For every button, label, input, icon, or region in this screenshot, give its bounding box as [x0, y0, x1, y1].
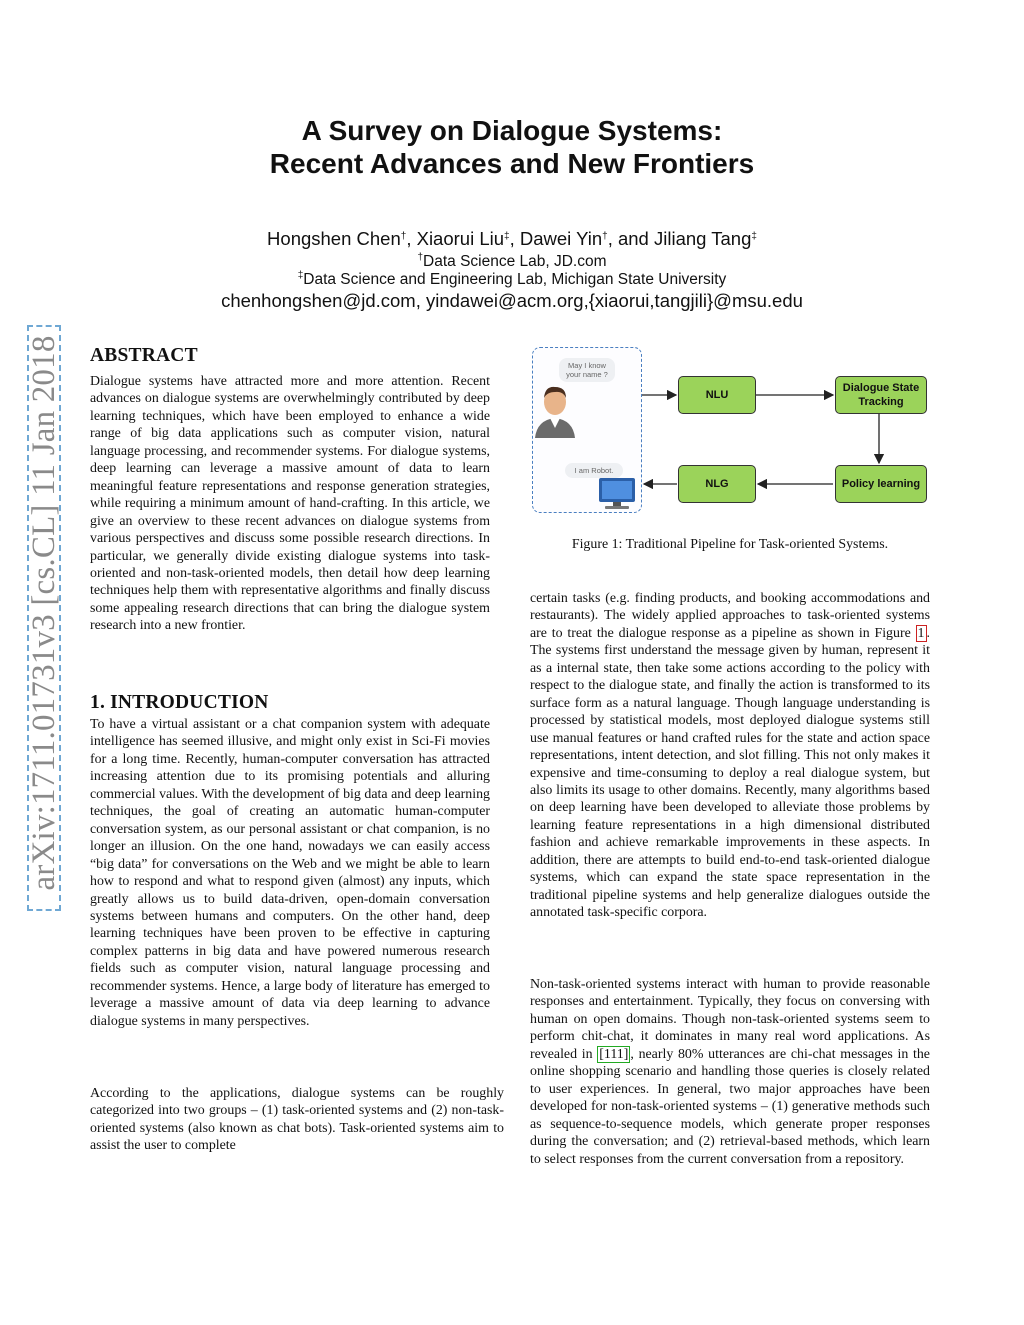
node-policy-learning: Policy learning: [835, 465, 927, 503]
paragraph-text: . The systems first understand the message given by human, represent it as a internal state, then take some actions according to the policy with respect to the dialogue state, and finally the action is transformed to its surface form as a natural language. Though language understanding is processed by statistical models, most deployed dialogue systems still use manual features or hand crafted rules for the state and action space representations, intent detection, and slot filling. This not only makes it expensive and time-consuming to deploy a real dialogue system, but also limits its usage to other domains. Recently, many algorithms based on deep learning have been developed to alleviate those problems by learning feature representations in a high dimensional distributed fashion and achieve remarkable improvements in these aspects. In addition, there are attempts to build end-to-end task-oriented dialogue systems, which can expand the state space representation in the traditional pipeline systems and help generalize dialogues outside the annotated task-specific corpora.: [530, 625, 930, 921]
right-paragraph-2: [530, 976, 930, 1168]
abstract-heading: ABSTRACT: [90, 345, 198, 366]
affiliation-mark: †: [417, 252, 424, 263]
author-name: Dawei Yin: [519, 228, 603, 249]
author-name: Xiaorui Liu: [416, 228, 505, 249]
affiliation-text: Data Science and Engineering Lab, Michigan State University: [303, 271, 727, 288]
citation-number: 111: [603, 1046, 624, 1062]
abstract-text: Dialogue systems have attracted more and more attention. Recent advances on dialogue systems are overwhelmingly contributed by deep learning techniques, which have been employed to enhance a wide range of big data applications such as computer vision, natural language processing, and recommender systems. For dialogue systems, deep learning can leverage a massive amount of data to learn meaningful feature representations and response generation strategies, while requiring a minimum amount of hand-crafting. In this article, we give an overview to these recent advances on dialogue systems from various perspectives and discuss some possible research directions. In particular, we generally divide existing dialogue systems into task-oriented and non-task-oriented models, then detail how deep learning techniques help them with representative algorithms and finally discuss some appealing research directions that can bring the dialogue system research into a new frontier.: [90, 374, 490, 634]
paper-title: [0, 114, 1024, 180]
author-mark: ‡: [751, 231, 757, 242]
figure-caption: Figure 1: Traditional Pipeline for Task-oriented Systems.: [571, 537, 889, 552]
paragraph-text: Non-task-oriented systems interact with human to provide reasonable responses and entertainment. Typically, they focus on conversing with human on open domains. Though non-task-oriented systems seem to perform chit-chat, it dominates in many real word applications. As revealed in: [530, 977, 930, 1062]
author-name: Hongshen Chen: [267, 228, 401, 249]
author-mark: †: [602, 231, 608, 242]
node-dialogue-state-tracking: Dialogue State Tracking: [835, 376, 927, 414]
paragraph-text: certain tasks (e.g. finding products, and booking accommodations and restaurants). The widely applied approaches to task-oriented systems are to treat the dialogue response as a pipeline as shown in Figure: [530, 591, 930, 641]
author-mark: ‡: [504, 231, 510, 242]
right-paragraph-1: [530, 590, 930, 922]
author-separator: ,: [406, 228, 417, 249]
robot-speech-bubble: I am Robot.: [565, 463, 623, 478]
introduction-paragraph-1: To have a virtual assistant or a chat companion system with adequate intelligence has seemed illusive, and might only exist in Sci-Fi movies for a long time. Recently, human-computer conversation has attracted increasing attention due to its promising potentials and alluring commercial values. With the development of big data and deep learning techniques, the goal of creating an automatic human-computer conversation system, as our personal assistant or chat companion, is no longer an illusion. On the one hand, nowadays we can easily access “big data” for conversations on the Web and we might be able to learn how to respond and what to respond given (almost) any inputs, which greatly allows us to build data-driven, open-domain conversation systems between humans and computers. On the other hand, deep learning techniques have been proven to be effective in capturing complex patterns in big data and have powered numerous research fields such as computer vision, natural language processing and recommender systems. Hence, a large body of literature has emerged to leverage a massive amount of data via deep learning to advance dialogue systems in many perspectives.: [90, 717, 490, 1029]
author-list: [0, 226, 1024, 250]
arxiv-stamp: arXiv:1711.01731v3 [cs.CL] 11 Jan 2018: [26, 335, 62, 891]
citation-link[interactable]: [111]: [599, 1046, 629, 1062]
pipeline-figure: [530, 345, 930, 520]
node-nlu: NLU: [678, 376, 756, 414]
user-speech-bubble: May I know your name ?: [559, 358, 615, 382]
title-line-1: A Survey on Dialogue Systems:: [301, 115, 723, 146]
author-separator: , and: [607, 228, 654, 249]
node-nlg: NLG: [678, 465, 756, 503]
introduction-heading: 1. INTRODUCTION: [90, 692, 269, 713]
paragraph-text: , nearly 80% utterances are chi-chat messages in the online shopping scenario and handling those queries is closely related to user experiences. In general, two major approaches have been developed for non-task-oriented systems – (1) generative methods such as sequence-to-sequence models, which generate proper responses during the conversation; and (2) retrieval-based methods, which learn to select responses from the current conversation from a repository.: [530, 1046, 930, 1167]
title-line-2: Recent Advances and New Frontiers: [269, 148, 755, 179]
author-mark: †: [400, 231, 407, 242]
affiliation-2: [0, 267, 1024, 289]
affiliation-text: Data Science Lab, JD.com: [423, 253, 607, 270]
author-separator: ,: [509, 228, 520, 249]
figure-reference-link[interactable]: 1: [917, 625, 925, 641]
author-emails: chenhongshen@jd.com, yindawei@acm.org,{xiaorui,tangjili}@msu.edu: [221, 290, 803, 311]
author-name: Jiliang Tang: [654, 228, 752, 249]
introduction-paragraph-2: According to the applications, dialogue systems can be roughly categorized into two groups – (1) task-oriented systems and (2) non-task-oriented systems (also known as chat bots). Task-oriented systems aim to assist the user to complete: [90, 1086, 504, 1154]
affiliation-mark: ‡: [297, 270, 304, 281]
